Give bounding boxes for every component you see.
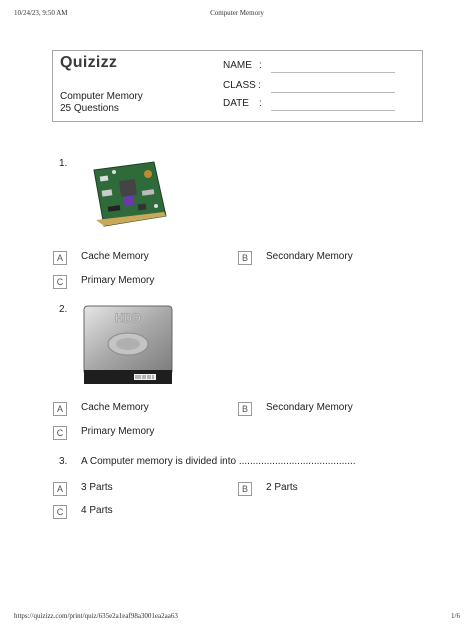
name-field — [223, 60, 262, 71]
name-colon: : — [259, 60, 262, 71]
option-text: 4 Parts — [81, 505, 113, 516]
option-text: Cache Memory — [81, 402, 149, 413]
question-count: 25 Questions — [60, 103, 119, 114]
option-text: Cache Memory — [81, 251, 149, 262]
date-field — [223, 98, 262, 109]
logo-text: Quizizz — [60, 54, 118, 71]
name-line[interactable] — [271, 72, 395, 73]
name-label: NAME — [223, 60, 252, 71]
option-letter: A — [53, 251, 67, 265]
option-text: Primary Memory — [81, 275, 155, 286]
class-field — [223, 80, 261, 91]
option-text: 2 Parts — [266, 482, 298, 493]
class-label: CLASS — [223, 80, 256, 91]
print-title: Computer Memory — [210, 9, 264, 17]
hard-disk-drive-image — [80, 302, 176, 388]
question-3-text: A Computer memory is divided into .......................................... — [81, 456, 356, 467]
hdd-label: HDD — [115, 311, 141, 325]
print-header — [14, 9, 460, 21]
page-number: 1/6 — [451, 612, 460, 620]
option-letter: B — [238, 482, 252, 496]
quiz-title: Computer Memory — [60, 91, 143, 102]
print-url[interactable]: https://quizizz.com/print/quiz/635e2a1eaf98a3001ea2aa63 — [14, 612, 178, 620]
quiz-info-box — [52, 50, 423, 122]
class-line[interactable] — [271, 92, 395, 93]
circuit-board-chip-image — [90, 160, 168, 228]
option-text: Primary Memory — [81, 426, 155, 437]
option-letter: A — [53, 482, 67, 496]
option-letter: C — [53, 275, 67, 289]
option-letter: A — [53, 402, 67, 416]
question-3-number: 3. — [59, 456, 68, 467]
option-text: Secondary Memory — [266, 402, 353, 413]
option-letter: B — [238, 402, 252, 416]
print-footer — [14, 612, 460, 624]
option-letter: B — [238, 251, 252, 265]
date-label: DATE — [223, 98, 249, 109]
option-letter: C — [53, 426, 67, 440]
quizizz-logo — [60, 54, 117, 72]
date-colon: : — [259, 98, 262, 109]
date-line[interactable] — [271, 110, 395, 111]
option-text: 3 Parts — [81, 482, 113, 493]
option-text: Secondary Memory — [266, 251, 353, 262]
question-1-number: 1. — [59, 158, 68, 169]
class-colon: : — [258, 80, 261, 91]
option-letter: C — [53, 505, 67, 519]
question-2-number: 2. — [59, 304, 68, 315]
print-datetime: 10/24/23, 9:50 AM — [14, 9, 68, 17]
